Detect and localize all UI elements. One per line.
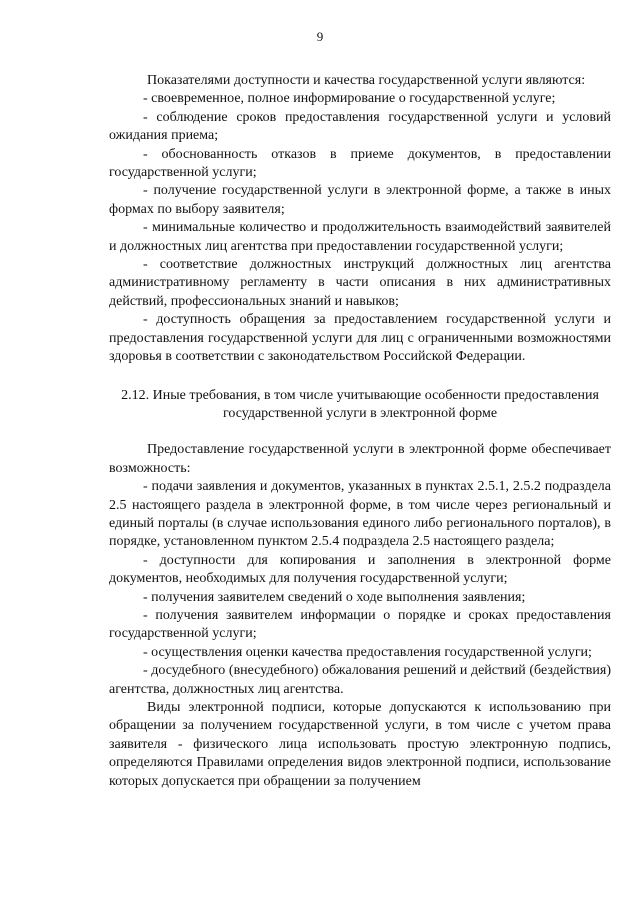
signature-paragraph: Виды электронной подписи, которые допускаются к использованию при обращении за получением государственной услуги, в том числе с учетом права заявителя - физического лица использовать простую электронную подпись, определяются Правилами определения видов электронной подписи, использование которых допускается при обращении за получением: [109, 700, 611, 789]
section-heading: 2.12. Иные требования, в том числе учитывающие особенности предоставления государственной услуги в электронной форме: [121, 387, 599, 421]
electronic-form-item: - получения заявителем сведений о ходе выполнения заявления;: [143, 589, 526, 605]
indicator-item: - доступность обращения за предоставлением государственной услуги и предоставления государственной услуги для лиц с ограниченными возможностями здоровья в соответствии с законодательством Российской Федерации.: [109, 312, 611, 365]
electronic-form-item: - подачи заявления и документов, указанных в пунктах 2.5.1, 2.5.2 подраздела 2.5 настоящего раздела в электронной форме, в том числе через региональный и единый порталы (в случае использования единого либо регионального порталов), в порядке, установленном пунктом 2.5.4 подраздела 2.5 настоящего раздела;: [109, 479, 611, 550]
indicators-intro: Показателями доступности и качества государственной услуги являются:: [147, 73, 586, 88]
indicator-item: - соответствие должностных инструкций должностных лиц агентства административному регламенту в части описания в них административных действий, профессиональных знаний и навыков;: [109, 257, 611, 309]
document-body: [109, 72, 611, 791]
electronic-form-item: - доступности для копирования и заполнения в электронной форме документов, необходимых для получения государственной услуги;: [109, 552, 611, 587]
electronic-form-item: - осуществления оценки качества предоставления государственной услуги;: [143, 644, 592, 660]
indicator-item: - соблюдение сроков предоставления государственной услуги и условий ожидания приема;: [109, 109, 611, 144]
page-number: 9: [316, 29, 324, 44]
indicator-item: - обоснованность отказов в приеме документов, в предоставлении государственной услуги;: [109, 146, 611, 181]
indicator-item: - минимальные количество и продолжительность взаимодействий заявителей и должностных лиц агентства при предоставлении государственной услуги;: [109, 220, 611, 254]
indicator-item: - получение государственной услуги в электронной форме, а также в иных формах по выбору заявителя;: [109, 183, 611, 217]
electronic-form-intro: Предоставление государственной услуги в электронной форме обеспечивает возможность:: [109, 442, 611, 476]
electronic-form-item: - досудебного (внесудебного) обжалования решений и действий (бездействия) агентства, должностных лиц агентства.: [109, 663, 611, 697]
indicator-item: - своевременное, полное информирование о государственной услуге;: [143, 91, 556, 107]
electronic-form-item: - получения заявителем информации о порядке и сроках предоставления государственной услуги;: [109, 607, 611, 642]
